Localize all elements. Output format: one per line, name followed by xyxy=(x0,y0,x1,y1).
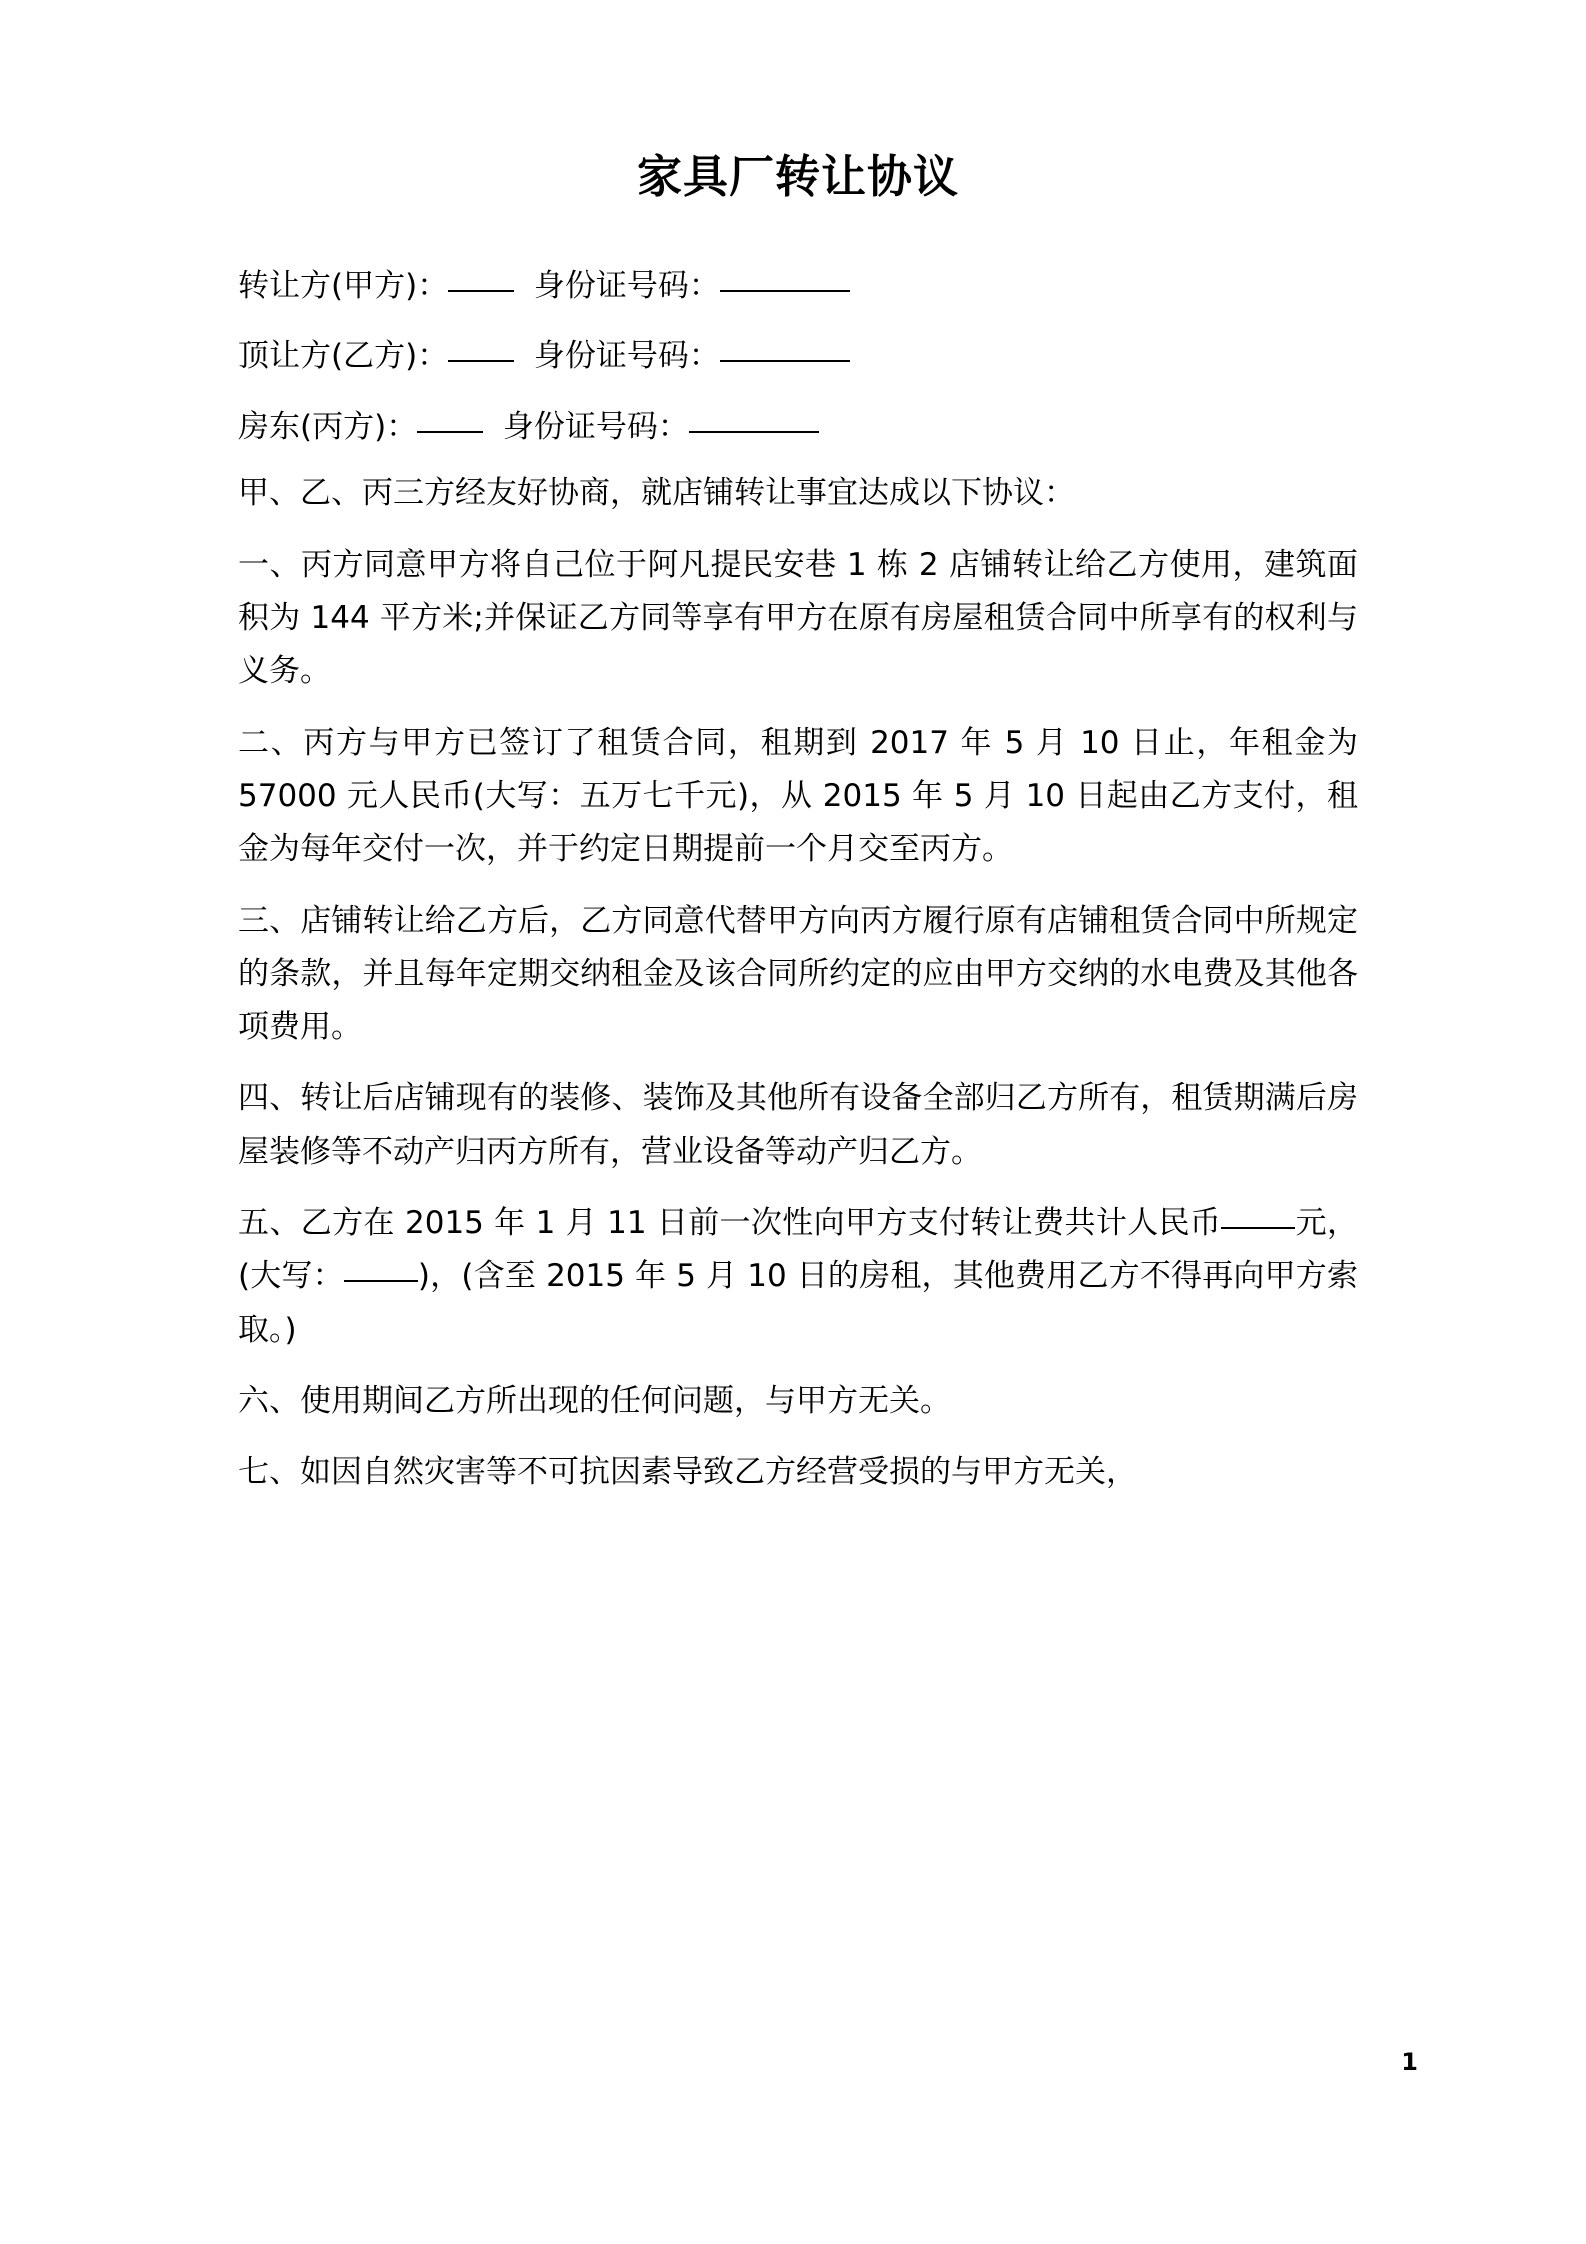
party-row-yi xyxy=(238,326,1358,386)
page-title: 家具厂转让协议 xyxy=(636,150,959,203)
party-id-blank-yi[interactable] xyxy=(720,360,850,362)
party-name-blank-yi[interactable] xyxy=(448,360,514,362)
clause-3: 三、店铺转让给乙方后，乙方同意代替甲方向丙方履行原有店铺租赁合同中所规定的条款，并且每年定期交纳租金及该合同所约定的应由甲方交纳的水电费及其他各项费用。 xyxy=(238,902,1358,1046)
document-body xyxy=(238,150,1358,1518)
clause-5-part1: 五、乙方在 2015 年 1 月 11 日前一次性向甲方支付转让费共计人民币 xyxy=(238,1205,1222,1242)
clause-1: 一、丙方同意甲方将自己位于阿凡提民安巷 1 栋 2 店铺转让给乙方使用，建筑面积为 144 平方米;并保证乙方同等享有甲方在原有房屋租赁合同中所享有的权利与义务。 xyxy=(238,546,1358,690)
party-id-label-yi: 身份证号码： xyxy=(533,338,720,375)
party-row-bing xyxy=(238,397,1358,457)
party-id-blank-bing[interactable] xyxy=(689,431,819,433)
clause-7: 七、如因自然灾害等不可抗因素导致乙方经营受损的与甲方无关， xyxy=(238,1454,1137,1491)
party-id-label-jia: 身份证号码： xyxy=(533,268,720,304)
party-id-label-bing: 身份证号码： xyxy=(502,408,689,445)
party-label-bing: 房东(丙方)： xyxy=(238,408,418,445)
clause-5-amount-words-blank[interactable] xyxy=(344,1280,418,1282)
clause-4: 四、转让后店铺现有的装修、装饰及其他所有设备全部归乙方所有，租赁期满后房屋装修等不动产归丙方所有，营业设备等动产归乙方。 xyxy=(238,1080,1358,1170)
party-name-blank-jia[interactable] xyxy=(448,290,514,292)
intro-paragraph: 甲、乙、丙三方经友好协商，就店铺转让事宜达成以下协议： xyxy=(238,475,1075,512)
party-label-yi: 顶让方(乙方)： xyxy=(238,338,449,375)
party-name-blank-bing[interactable] xyxy=(417,431,483,433)
clause-5-part3: )，(含至 2015 年 5 月 10 日的房租，其他费用乙方不得再向甲方索取。) xyxy=(238,1258,1358,1348)
clause-5-part2: 元，(大写： xyxy=(238,1205,1358,1295)
party-row-jia xyxy=(238,256,1358,316)
clause-6: 六、使用期间乙方所出现的任何问题，与甲方无关。 xyxy=(238,1383,951,1419)
clause-2: 二、丙方与甲方已签订了租赁合同，租期到 2017 年 5 月 10 日止，年租金为 57000 元人民币(大写：五万七千元)，从 2015 年 5 月 10 日起由乙方支付，租金为每年交付一次，并于约定日期提前一个月交至丙方。 xyxy=(238,724,1358,868)
clause-5 xyxy=(238,1197,1358,1357)
party-id-blank-jia[interactable] xyxy=(720,290,850,292)
clause-5-amount-blank[interactable] xyxy=(1221,1227,1295,1229)
party-label-jia: 转让方(甲方)： xyxy=(238,268,449,304)
page-number: 1 xyxy=(1401,2048,1418,2076)
